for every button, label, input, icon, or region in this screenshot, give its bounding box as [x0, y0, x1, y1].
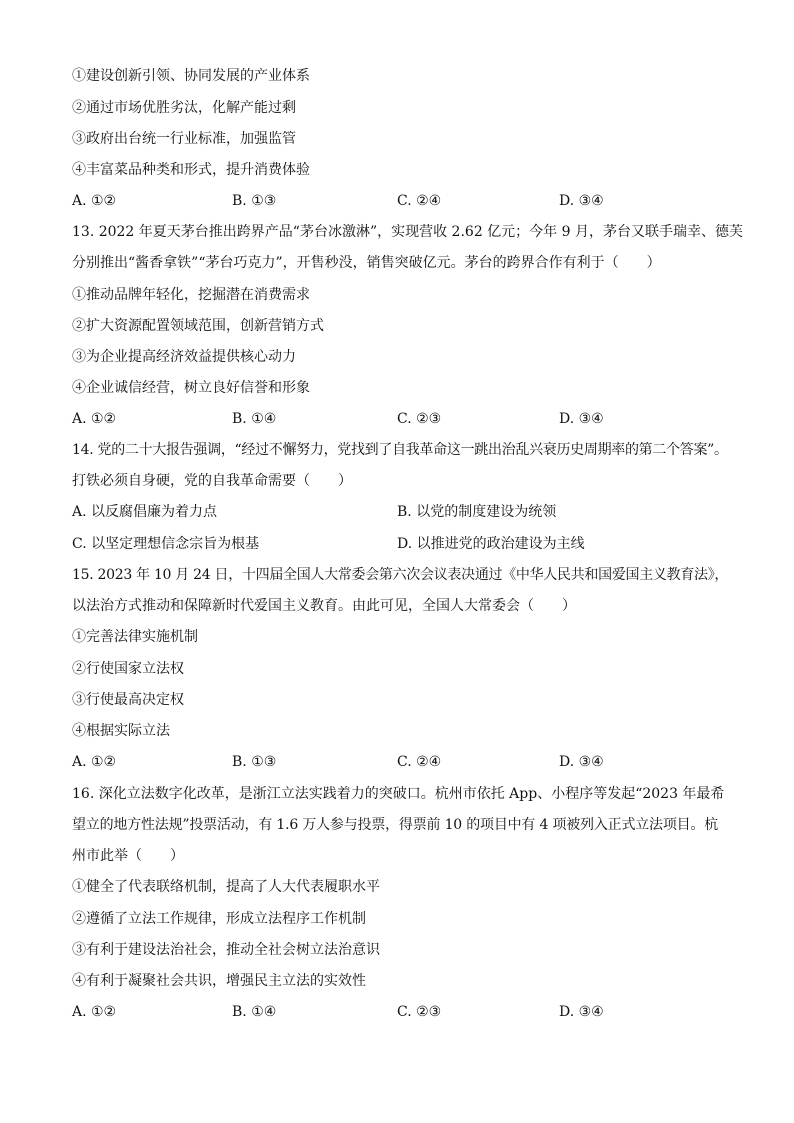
statement-1: ①健全了代表联络机制，提高了人大代表履职水平 — [72, 879, 380, 895]
option-b[interactable]: B. ①④ — [232, 411, 277, 427]
option-d[interactable]: D. ③④ — [559, 411, 604, 427]
option-b[interactable]: B. ①④ — [232, 1004, 277, 1020]
option-a[interactable]: A. ①② — [72, 193, 117, 209]
statement-4: ④丰富菜品种类和形式，提升消费体验 — [72, 162, 310, 178]
statement-2: ②扩大资源配置领域范围，创新营销方式 — [72, 318, 324, 334]
option-c[interactable]: C. ②③ — [397, 411, 442, 427]
answer-options-row-2 — [72, 534, 732, 554]
statement-2: ②通过市场优胜劣汰，化解产能过剩 — [72, 100, 296, 116]
option-c[interactable]: C. ②④ — [397, 754, 442, 770]
statement-3: ③有利于建设法治社会，推动全社会树立法治意识 — [72, 942, 380, 958]
question-13-stem-line-1: 13. 2022 年夏天茅台推出跨界产品“茅台冰激淋”，实现营收 2.62 亿元；今年 9 月，茅台又联手瑞幸、德芙 — [72, 224, 743, 240]
answer-options — [72, 409, 732, 429]
statement-2: ②遵循了立法工作规律，形成立法程序工作机制 — [72, 911, 366, 927]
answer-options — [72, 191, 732, 211]
statement-3: ③政府出台统一行业标准，加强监管 — [72, 131, 296, 147]
option-b[interactable]: B. ①③ — [232, 193, 277, 209]
option-a[interactable]: A. ①② — [72, 754, 117, 770]
statement-4: ④有利于凝聚社会共识，增强民主立法的实效性 — [72, 973, 366, 989]
statement-2: ②行使国家立法权 — [72, 661, 184, 677]
question-16-stem-line-1: 16. 深化立法数字化改革，是浙江立法实践着力的突破口。杭州市依托 App、小程序等发起“2023 年最希 — [72, 786, 725, 802]
statement-3: ③行使最高决定权 — [72, 692, 184, 708]
option-a[interactable]: A. ①② — [72, 1004, 117, 1020]
statement-1: ①推动品牌年轻化，挖掘潜在消费需求 — [72, 287, 310, 303]
option-d[interactable]: D. ③④ — [559, 193, 604, 209]
option-d[interactable]: D. ③④ — [559, 754, 604, 770]
question-13-stem-line-2: 分别推出“酱香拿铁”“茅台巧克力”，开售秒没，销售突破亿元。茅台的跨界合作有利于（ ） — [72, 255, 661, 271]
statement-1: ①建设创新引领、协同发展的产业体系 — [72, 68, 310, 84]
option-b[interactable]: B. 以党的制度建设为统领 — [397, 504, 557, 520]
answer-options — [72, 1002, 732, 1022]
question-16-stem-line-2: 望立的地方性法规”投票活动，有 1.6 万人参与投票，得票前 10 的项目中有 4 项被列入正式立法项目。杭 — [72, 817, 719, 833]
option-a[interactable]: A. ①② — [72, 411, 117, 427]
question-16-stem-line-3: 州市此举（ ） — [72, 848, 184, 864]
question-14-stem-line-1: 14. 党的二十大报告强调，“经过不懈努力，党找到了自我革命这一跳出治乱兴衰历史周期率的第二个答案”。 — [72, 442, 728, 458]
option-a[interactable]: A. 以反腐倡廉为着力点 — [72, 504, 218, 520]
option-c[interactable]: C. ②③ — [397, 1004, 442, 1020]
option-d[interactable]: D. 以推进党的政治建设为主线 — [397, 536, 585, 552]
option-b[interactable]: B. ①③ — [232, 754, 277, 770]
option-d[interactable]: D. ③④ — [559, 1004, 604, 1020]
answer-options — [72, 752, 732, 772]
statement-1: ①完善法律实施机制 — [72, 629, 198, 645]
question-15-stem-line-2: 以法治方式推动和保障新时代爱国主义教育。由此可见，全国人大常委会（ ） — [72, 598, 576, 614]
option-c[interactable]: C. ②④ — [397, 193, 442, 209]
statement-4: ④企业诚信经营，树立良好信誉和形象 — [72, 380, 310, 396]
question-15-stem-line-1: 15. 2023 年 10 月 24 日，十四届全国人大常委会第六次会议表决通过《中华人民共和国爱国主义教育法》， — [72, 567, 729, 583]
option-c[interactable]: C. 以坚定理想信念宗旨为根基 — [72, 536, 260, 552]
answer-options-row-1 — [72, 502, 732, 522]
statement-3: ③为企业提高经济效益提供核心动力 — [72, 349, 296, 365]
question-14-stem-line-2: 打铁必须自身硬，党的自我革命需要（ ） — [72, 473, 352, 489]
statement-4: ④根据实际立法 — [72, 723, 170, 739]
